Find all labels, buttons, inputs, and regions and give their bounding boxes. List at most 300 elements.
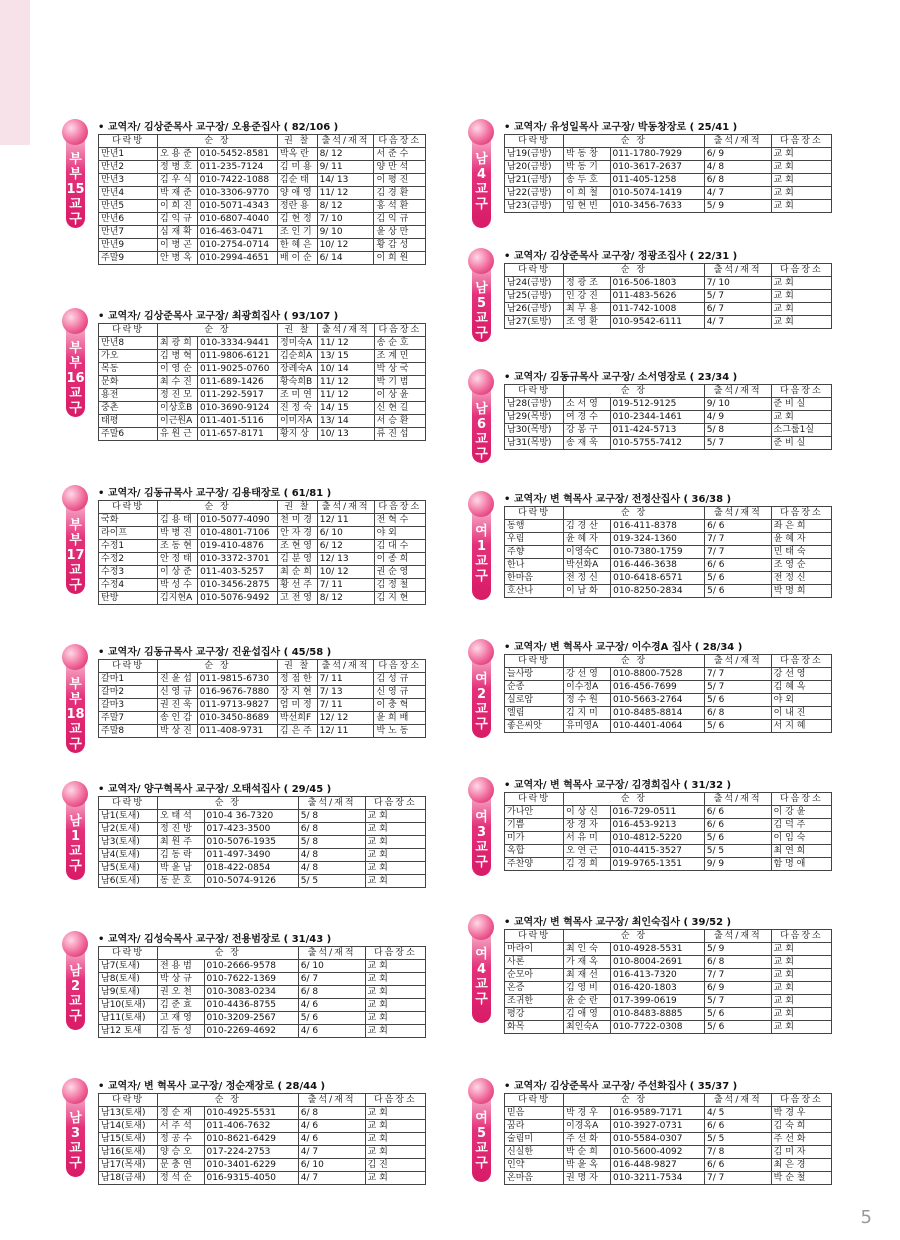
table-cell: 016-411-8378 <box>611 520 705 533</box>
table-row <box>99 566 426 579</box>
column-header: 다음장소 <box>374 135 426 148</box>
table-cell: 남6(토새) <box>99 875 158 888</box>
tab-char: 구 <box>69 1156 82 1171</box>
table-cell: 서 지 혜 <box>771 720 831 733</box>
table-cell: 4/ 6 <box>298 1133 365 1146</box>
table-cell: 남23(금방) <box>505 200 564 213</box>
table-cell: 온마음 <box>505 1172 564 1185</box>
table-cell: 011-424-5713 <box>610 424 704 437</box>
table-cell: 011-406-7632 <box>204 1120 298 1133</box>
table-row <box>505 694 832 707</box>
table-cell: 011-401-5116 <box>198 415 278 428</box>
table-cell: 한마음 <box>505 572 564 585</box>
table-cell: 010-3450-8689 <box>197 712 277 725</box>
table-cell: 만년5 <box>99 200 158 213</box>
table-cell: 4/ 5 <box>705 1107 772 1120</box>
section-heading: • 교역자/ 김동규목사 교구장/ 진윤섭집사 ( 45/58 ) <box>98 647 332 658</box>
table-cell: 010-4401-4064 <box>611 720 705 733</box>
table-cell: 교 회 <box>771 943 831 956</box>
tab-ball-decoration <box>468 369 494 395</box>
table-cell: 교 회 <box>365 849 425 862</box>
table-cell: 강 선 영 <box>771 668 831 681</box>
table-cell: 010-8004-2691 <box>611 956 705 969</box>
table-row <box>99 553 426 566</box>
tab-char: 구 <box>475 855 488 870</box>
table-row <box>99 363 426 376</box>
table-row <box>505 424 832 437</box>
table-cell: 최 재 선 <box>564 969 611 982</box>
table-cell: 박 윤 옥 <box>564 1159 611 1172</box>
table-cell: 016-729-0511 <box>610 806 704 819</box>
table-cell: 010-8483-8885 <box>611 1008 705 1021</box>
table-cell: 6/ 6 <box>705 520 772 533</box>
table-cell: 010-8800-7528 <box>611 668 705 681</box>
table-cell: 이 희 철 <box>564 187 611 200</box>
group-tab-label <box>472 648 491 738</box>
table-row <box>99 213 426 226</box>
table-row <box>505 858 832 871</box>
table-cell: 김 영 비 <box>564 982 611 995</box>
table-cell: 6/ 9 <box>705 982 772 995</box>
tab-char: 구 <box>475 569 488 584</box>
table-cell: 김 우 식 <box>158 174 198 187</box>
table-cell: 교 회 <box>365 862 425 875</box>
section-heading: • 교역자/ 김상준목사 교구장/ 주선화집사 ( 35/37 ) <box>504 1081 738 1092</box>
table-cell: 김 지 현 <box>374 592 425 605</box>
column-header: 다음장소 <box>771 930 831 943</box>
table-row <box>505 303 832 316</box>
table-cell: 010-6418-6571 <box>611 572 705 585</box>
column-header: 다음장소 <box>365 1094 425 1107</box>
table-cell: 010-3211-7534 <box>611 1172 705 1185</box>
table-cell: 5/ 6 <box>705 572 772 585</box>
table-cell: 송 순 호 <box>374 337 425 350</box>
table-cell: 김 미 자 <box>771 1146 831 1159</box>
table-row <box>99 849 426 862</box>
table-cell: 016-506-1803 <box>610 277 704 290</box>
table-cell: 5/ 6 <box>705 720 772 733</box>
table-cell: 010-5076-9492 <box>198 592 278 605</box>
table-cell: 이 평 진 <box>374 174 426 187</box>
table-cell: 010-5584-0307 <box>611 1133 705 1146</box>
table-header-row <box>505 655 832 668</box>
table-cell: 진 정 숙 <box>277 402 317 415</box>
tab-char: 교 <box>69 844 82 859</box>
table-cell: 남18(금새) <box>99 1172 158 1185</box>
table-cell: 만년3 <box>99 174 158 187</box>
table-cell: 가 재 옥 <box>564 956 611 969</box>
table-cell: 교 회 <box>365 1172 425 1185</box>
table-row <box>505 520 832 533</box>
table-cell: 야 외 <box>374 527 425 540</box>
table-cell: 5/ 7 <box>705 995 772 1008</box>
section-heading: • 교역자/ 김동규목사 교구장/ 소서영장로 ( 23/34 ) <box>504 372 738 383</box>
table-cell: 최인숙A <box>564 1021 611 1034</box>
table-cell: 오 태 석 <box>158 810 205 823</box>
table-cell: 5/ 5 <box>298 875 365 888</box>
table-cell: 남28(금방) <box>505 398 564 411</box>
table-row <box>505 1008 832 1021</box>
table-cell: 박 동 기 <box>564 161 611 174</box>
table-cell: 술림미 <box>505 1133 564 1146</box>
table-row <box>505 187 832 200</box>
table-cell: 교 회 <box>771 982 831 995</box>
group-tab-label <box>472 500 491 600</box>
section-heading: • 교역자/ 김성숙목사 교구장/ 전용범장로 ( 31/43 ) <box>98 934 332 945</box>
table-cell: 유미영A <box>564 720 611 733</box>
column-header: 다락방 <box>505 793 564 806</box>
table-cell: 이 강 윤 <box>771 806 831 819</box>
column-header: 순 장 <box>158 797 299 810</box>
table-cell: 수정1 <box>99 540 158 553</box>
table-cell: 남29(목방) <box>505 411 564 424</box>
table-cell: 8/ 12 <box>317 148 374 161</box>
table-cell: 4/ 8 <box>298 862 365 875</box>
table-cell: 6/ 6 <box>704 819 771 832</box>
tab-char: 부 <box>69 677 82 692</box>
table-row <box>505 200 832 213</box>
table-row <box>99 514 426 527</box>
table-cell: 4/ 7 <box>298 1146 365 1159</box>
table-cell: 소그룹1실 <box>771 424 831 437</box>
table-row <box>99 1172 426 1185</box>
column-header: 순 장 <box>564 264 705 277</box>
table-cell: 남3(토새) <box>99 836 158 849</box>
table-header-row <box>99 135 426 148</box>
table-header-row <box>99 797 426 810</box>
table-row <box>505 668 832 681</box>
roster-table <box>98 659 426 738</box>
table-cell: 오 용 준 <box>158 148 198 161</box>
column-header: 다음장소 <box>365 947 425 960</box>
table-cell: 남17(목새) <box>99 1159 158 1172</box>
table-row <box>99 200 426 213</box>
table-cell: 교 회 <box>365 823 425 836</box>
table-cell: 박 윤 남 <box>158 862 205 875</box>
table-cell: 010-5755-7412 <box>610 437 704 450</box>
column-header: 순 장 <box>564 1094 705 1107</box>
tab-char: 부 <box>69 692 82 707</box>
table-row <box>505 1107 832 1120</box>
roster-table <box>504 263 832 329</box>
column-header: 출석/재적 <box>704 793 771 806</box>
table-cell: 남16(토새) <box>99 1146 158 1159</box>
table-cell: 5/ 8 <box>704 424 771 437</box>
column-header: 순 장 <box>564 385 705 398</box>
table-cell: 교 회 <box>771 1008 831 1021</box>
column-header: 출석/재적 <box>705 507 772 520</box>
tab-char: 여 <box>475 524 488 539</box>
table-cell: 이 충 혁 <box>374 699 426 712</box>
table-row <box>505 161 832 174</box>
table-cell: 최 원 주 <box>158 836 205 849</box>
table-row <box>99 862 426 875</box>
table-cell: 주향 <box>505 546 564 559</box>
table-cell: 4/ 7 <box>704 316 771 329</box>
table-cell: 011-292-5917 <box>198 389 278 402</box>
table-cell: 019-324-1360 <box>611 533 705 546</box>
table-cell: 5/ 7 <box>705 681 772 694</box>
table-cell: 016-446-3638 <box>611 559 705 572</box>
table-cell: 임 현 빈 <box>564 200 611 213</box>
tab-char: 교 <box>69 994 82 1009</box>
table-cell: 교 회 <box>365 960 425 973</box>
table-cell: 신 현 길 <box>374 402 425 415</box>
table-row <box>99 875 426 888</box>
table-cell: 고 전 영 <box>278 592 318 605</box>
table-cell: 김순희A <box>277 350 317 363</box>
table-cell: 남21(금방) <box>505 174 564 187</box>
table-cell: 010-3456-2875 <box>198 579 278 592</box>
column-header: 다음장소 <box>771 385 831 398</box>
table-row <box>99 579 426 592</box>
table-cell: 6/ 10 <box>298 1159 365 1172</box>
table-row <box>99 239 426 252</box>
table-row <box>99 527 426 540</box>
table-row <box>505 437 832 450</box>
column-header: 다음장소 <box>771 793 831 806</box>
section-heading: • 교역자/ 변 혁목사 교구장/ 최인숙집사 ( 39/52 ) <box>504 917 732 928</box>
table-row <box>99 350 426 363</box>
tab-ball-decoration <box>468 1078 494 1104</box>
table-row <box>505 1133 832 1146</box>
table-cell: 남7(토새) <box>99 960 158 973</box>
table-cell: 전 용 범 <box>158 960 205 973</box>
table-cell: 박 노 동 <box>374 725 426 738</box>
tab-char: 교 <box>69 1141 82 1156</box>
table-cell: 최 광 희 <box>158 337 198 350</box>
table-row <box>505 148 832 161</box>
table-cell: 010-3617-2637 <box>610 161 704 174</box>
table-row <box>99 1120 426 1133</box>
tab-char: 교 <box>475 554 488 569</box>
table-cell: 남10(토새) <box>99 999 158 1012</box>
table-cell: 011-405-1258 <box>610 174 704 187</box>
tab-char: 구 <box>69 212 82 227</box>
tab-char: 교 <box>69 563 82 578</box>
table-cell: 남5(토새) <box>99 862 158 875</box>
table-cell: 11/ 12 <box>317 376 374 389</box>
table-row <box>505 806 832 819</box>
tab-char: 6 <box>476 417 487 432</box>
table-cell: 윤 혜 자 <box>771 533 831 546</box>
table-cell: 주말6 <box>99 428 158 441</box>
table-cell: 이 병 곤 <box>158 239 198 252</box>
table-cell: 주말7 <box>99 712 158 725</box>
roster-table <box>504 654 832 733</box>
table-cell: 윤 상 만 <box>374 226 426 239</box>
table-cell: 박 재 준 <box>158 187 198 200</box>
table-cell: 주찬양 <box>505 858 564 871</box>
table-cell: 010-5600-4092 <box>611 1146 705 1159</box>
table-row <box>505 546 832 559</box>
table-cell: 옥합 <box>505 845 564 858</box>
table-cell: 배 이 순 <box>277 252 317 265</box>
table-cell: 류 진 섭 <box>374 428 425 441</box>
table-row <box>505 174 832 187</box>
table-row <box>99 1012 426 1025</box>
table-cell: 12/ 12 <box>317 712 374 725</box>
table-header-row <box>99 947 426 960</box>
table-cell: 장 지 현 <box>277 686 317 699</box>
table-cell: 김 진 <box>365 1159 425 1172</box>
table-row <box>99 836 426 849</box>
table-cell: 갈마2 <box>99 686 158 699</box>
group-tab-label <box>66 128 85 228</box>
table-cell: 016-9315-4050 <box>204 1172 298 1185</box>
table-cell: 5/ 6 <box>705 1021 772 1034</box>
table-cell: 010-3209-2567 <box>204 1012 298 1025</box>
table-row <box>505 411 832 424</box>
column-header: 순 장 <box>158 135 278 148</box>
roster-table <box>98 134 426 265</box>
table-cell: 권 진 욱 <box>158 699 198 712</box>
table-cell: 조 영 순 <box>771 559 831 572</box>
table-row <box>99 337 426 350</box>
table-cell: 6/ 10 <box>317 527 374 540</box>
column-header: 순 장 <box>564 135 705 148</box>
tab-char: 16 <box>66 371 85 386</box>
table-header-row <box>99 1094 426 1107</box>
table-cell: 화목 <box>505 1021 564 1034</box>
roster-table <box>98 500 426 605</box>
table-cell: 권 명 자 <box>564 1172 611 1185</box>
table-cell: 10/ 14 <box>317 363 374 376</box>
column-header: 다락방 <box>505 385 564 398</box>
section-heading: • 교역자/ 유성일목사 교구장/ 박동창장로 ( 25/41 ) <box>504 122 738 133</box>
table-cell: 010-2269-4692 <box>204 1025 298 1038</box>
table-cell: 011-235-7124 <box>197 161 277 174</box>
column-header: 출석/재적 <box>317 324 374 337</box>
column-header: 출석/재적 <box>317 135 374 148</box>
table-cell: 016-9589-7171 <box>611 1107 705 1120</box>
table-row <box>505 969 832 982</box>
table-cell: 갈마3 <box>99 699 158 712</box>
tab-char: 구 <box>69 1009 82 1024</box>
column-header: 순 장 <box>158 1094 299 1107</box>
tab-char: 구 <box>69 578 82 593</box>
table-cell: 6/ 8 <box>705 956 772 969</box>
table-cell: 5/ 6 <box>705 585 772 598</box>
table-row <box>505 559 832 572</box>
table-cell: 남11(토새) <box>99 1012 158 1025</box>
table-cell: 김 경 희 <box>564 858 611 871</box>
table-row <box>99 823 426 836</box>
table-cell: 010-4812-5220 <box>610 832 704 845</box>
table-cell: 미가 <box>505 832 564 845</box>
tab-char: 부 <box>69 356 82 371</box>
table-cell: 13/ 15 <box>317 350 374 363</box>
table-cell: 최 은 경 <box>771 1159 831 1172</box>
table-header-row <box>99 324 426 337</box>
table-cell: 교 회 <box>365 986 425 999</box>
table-row <box>99 252 426 265</box>
table-row <box>505 832 832 845</box>
table-row <box>505 533 832 546</box>
table-cell: 6/ 8 <box>705 707 772 720</box>
table-row <box>99 592 426 605</box>
table-cell: 010-4415-3527 <box>610 845 704 858</box>
table-row <box>99 415 426 428</box>
table-row <box>505 845 832 858</box>
table-cell: 7/ 7 <box>705 668 772 681</box>
group-tab-label <box>472 128 491 228</box>
table-row <box>99 174 426 187</box>
table-cell: 4/ 9 <box>704 411 771 424</box>
table-cell: 교 회 <box>771 200 831 213</box>
table-cell: 박 상 진 <box>158 725 198 738</box>
table-cell: 박 동 창 <box>564 148 611 161</box>
table-cell: 남15(토새) <box>99 1133 158 1146</box>
tab-ball-decoration <box>468 491 494 517</box>
table-cell: 박 기 범 <box>374 376 425 389</box>
table-cell: 평강 <box>505 1008 564 1021</box>
table-cell: 남31(목방) <box>505 437 564 450</box>
column-header: 순 장 <box>158 947 299 960</box>
table-cell: 010-3401-6229 <box>204 1159 298 1172</box>
table-cell: 14/ 15 <box>317 402 374 415</box>
table-cell: 박 명 희 <box>771 585 831 598</box>
table-cell: 교 회 <box>771 956 831 969</box>
table-cell: 최 무 용 <box>564 303 611 316</box>
table-cell: 강 봉 구 <box>564 424 611 437</box>
table-header-row <box>505 930 832 943</box>
table-cell: 016-9676-7880 <box>197 686 277 699</box>
table-cell: 6/ 6 <box>704 806 771 819</box>
table-cell: 정 진 방 <box>158 823 205 836</box>
table-cell: 5/ 6 <box>705 694 772 707</box>
column-header: 출석/재적 <box>317 660 374 673</box>
column-header: 순 장 <box>158 324 278 337</box>
table-row <box>99 1146 426 1159</box>
table-cell: 김 용 태 <box>158 514 198 527</box>
table-cell: 010-5074-1419 <box>610 187 704 200</box>
table-cell: 010-7422-1088 <box>197 174 277 187</box>
table-cell: 019-410-4876 <box>198 540 278 553</box>
table-cell: 장례숙A <box>277 363 317 376</box>
table-cell: 서 준 수 <box>374 148 426 161</box>
table-cell: 김 병 혁 <box>158 350 198 363</box>
table-row <box>99 161 426 174</box>
table-cell: 박선희F <box>277 712 317 725</box>
column-header: 권 찰 <box>277 135 317 148</box>
column-header: 다락방 <box>99 947 158 960</box>
table-cell: 만년9 <box>99 239 158 252</box>
section-heading: • 교역자/ 변 혁목사 교구장/ 김경희집사 ( 31/32 ) <box>504 780 732 791</box>
table-cell: 7/ 7 <box>705 546 772 559</box>
group-tab-label <box>472 378 491 463</box>
table-cell: 019-9765-1351 <box>610 858 704 871</box>
table-cell: 010-2994-4651 <box>197 252 277 265</box>
table-row <box>99 712 426 725</box>
table-row <box>99 686 426 699</box>
table-cell: 8/ 12 <box>317 592 374 605</box>
table-cell: 김 준 효 <box>158 999 205 1012</box>
table-cell: 정란 용 <box>277 200 317 213</box>
table-cell: 7/ 10 <box>704 277 771 290</box>
table-cell: 고 재 영 <box>158 1012 205 1025</box>
group-tab-label <box>66 317 85 417</box>
table-cell: 안 자 경 <box>278 527 318 540</box>
table-cell: 정 수 원 <box>564 694 611 707</box>
table-cell: 교 회 <box>365 1012 425 1025</box>
table-cell: 11/ 12 <box>317 187 374 200</box>
tab-char: 15 <box>66 182 85 197</box>
table-cell: 서 주 석 <box>158 1120 205 1133</box>
tab-char: 여 <box>475 672 488 687</box>
table-cell: 10/ 13 <box>317 428 374 441</box>
table-cell: 윤 순 란 <box>564 995 611 1008</box>
